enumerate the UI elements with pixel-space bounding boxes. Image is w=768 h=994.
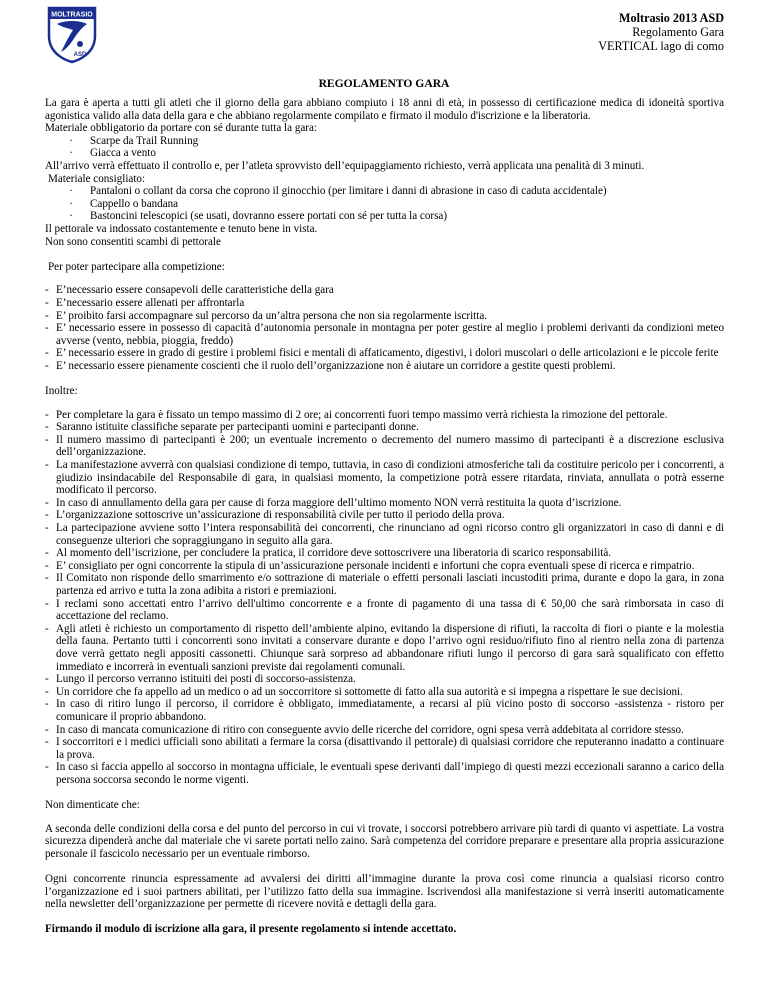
remember-text: A seconda delle condizioni della corsa e del punto del percorso in cui vi trovate, i soccorsi potrebbero arrivare più tardi di quanto vi aspettiate. La vostra sicurezza dipenderà anche dal materiale che vi sarete portati nello zaino. Sarà competenza del corridore preparare e presentare alla propria assicurazione personale il fascicolo necessario per un eventuale rimborso. — [45, 822, 724, 860]
logo-subtext: ASD — [73, 52, 87, 58]
recommended-item: · Pantaloni o collant da corsa che coprono il ginocchio (per limitare i danni di abrasione in caso di caduta accidentale) — [69, 185, 607, 198]
participate-list — [45, 284, 724, 372]
event-name: VERTICAL lago di como — [598, 39, 724, 54]
list-item: - E’ consigliato per ogni concorrente la stipula di un’assicurazione personale incidenti e infortuni che copra eventuali spese di ricerca e rimpatrio. — [45, 559, 695, 572]
also-list — [45, 409, 724, 787]
list-item: - I reclami sono accettati entro l’arrivo dell'ultimo concorrente e a fronte di pagamento di una tassa di € 50,00 che sarà rimborsata in caso di accettazione del reclamo. — [45, 597, 724, 623]
list-item: - E’necessario essere allenati per affrontarla — [45, 296, 245, 309]
mandatory-item: · Scarpe da Trail Running — [69, 134, 199, 147]
list-item: - Un corridore che fa appello ad un medico o ad un soccorritore si sottomette di fatto alla sua autorità e si impegna a rispettare le sue decisioni. — [45, 685, 683, 698]
list-item: - Saranno istituite classifiche separate per partecipanti uomini e partecipanti donne. — [45, 421, 419, 434]
image-rights-text: Ogni concorrente rinuncia espressamente ad avvalersi dei diritti all’immagine durante la prova così come rinuncia a qualsiasi ricorso contro l’organizzazione ed i suoi partners abilitati, per l’utilizzo fatto della sua immagine. Iscrivendosi alla manifestazione si verrà inseriti automaticamente nella newsletter dell’organizzazione per permette di ricevere novità e dettagli della gara. — [45, 873, 724, 911]
list-item: - E’necessario essere consapevoli delle caratteristiche della gara — [45, 284, 334, 297]
list-item: - I soccorritori e i medici ufficiali sono abilitati a fermare la corsa (disattivando il pettorale) di qualsiasi corridore che reputeranno inadatto a continuare la prova. — [45, 736, 724, 761]
list-item: - Il numero massimo di partecipanti è 200; un eventuale incremento o decremento del numero massimo di partecipanti è a discrezione esclusiva dell’organizzazione. — [45, 433, 724, 459]
bib-rule: Il pettorale va indossato costantemente e tenuto bene in vista. — [45, 222, 318, 235]
regulation-body — [45, 97, 724, 936]
logo-text: MOLTRASIO — [51, 11, 93, 19]
list-item: - Lungo il percorso verranno istituiti dei posti di soccorso-assistenza. — [45, 673, 356, 686]
list-item: - E’ necessario essere in possesso di capacità d’autonomia personale in montagna per poter gestire al meglio i problemi derivanti da condizioni meteo avverse (vento, nebbia, pioggia, freddo) — [45, 322, 724, 347]
list-item: - E’ necessario essere in grado di gestire i problemi fisici e mentali di affaticamento, digestivi, i dolori muscolari o delle articolazioni e le piccole ferite — [45, 347, 719, 360]
list-item: - Per completare la gara è fissato un tempo massimo di 2 ore; ai concorrenti fuori tempo massimo verrà richiesta la rimozione del pettorale. — [45, 408, 668, 421]
shield-logo-icon — [47, 6, 97, 64]
mandatory-label: Materiale obbligatorio da portare con sé durante tutta la gara: — [45, 122, 317, 135]
also-label: Inoltre: — [45, 385, 78, 398]
intro-paragraph: La gara è aperta a tutti gli atleti che il giorno della gara abbiano compiuto i 18 anni di età, in possesso di certificazione medica di idoneità sportiva agonistica valido alla data della gara e che abbiano regolarmente compilato e firmato il modulo d'iscrizione e la liberatoria. — [45, 97, 724, 122]
list-item: - In caso di mancata comunicazione di ritiro con conseguente avvio delle ricerche del corridore, ogni spesa verrà addebitata al corridore stesso. — [45, 723, 684, 736]
recommended-label: Materiale consigliato: — [48, 172, 146, 185]
list-item: - In caso di annullamento della gara per cause di forza maggiore dell’ultimo momento NON verrà restituita la quota d’iscrizione. — [45, 496, 622, 509]
club-name: Moltrasio 2013 ASD — [619, 11, 724, 25]
mandatory-item: · Giacca a vento — [69, 147, 156, 160]
list-item: - E’ necessario essere pienamente coscienti che il ruolo dell’organizzazione non è aiutare un corridore a gestite questi problemi. — [45, 359, 616, 372]
document-header — [598, 11, 724, 54]
recommended-item: · Bastoncini telescopici (se usati, dovranno essere portati con sé per tutta la corsa) — [69, 210, 448, 223]
penalty-text: All’arrivo verrà effettuato il controllo e, per l’atleta sprovvisto dell’equipaggiamento richiesto, verrà applicata una penalità di 3 minuti. — [45, 159, 645, 172]
bib-rule: Non sono consentiti scambi di pettorale — [45, 235, 221, 248]
list-item: - Al momento dell’iscrizione, per concludere la pratica, il corridore deve sottoscrivere una liberatoria di scarico responsabilità. — [45, 547, 612, 560]
page-title: REGOLAMENTO GARA — [318, 77, 450, 90]
list-item: - Il Comitato non risponde dello smarrimento e/o sottrazione di materiale o effetti personali lasciati incustoditi prima, durante e dopo la gara, in zona partenza ed arrivo e tutta la zona adibita a ristori e premiazioni. — [45, 572, 724, 597]
list-item: - La manifestazione avverrà con qualsiasi condizione di tempo, tuttavia, in caso di condizioni atmosferiche tali da costituire pericolo per i concorrenti, a giudizio insindacabile del Responsabile di gara, in qualsiasi momento, la competizione potrà essere ritardata, rinviata, annullata o potrà esserne modificato il percorso. — [45, 459, 724, 497]
document-name: Regolamento Gara — [632, 25, 724, 40]
participate-label: Per poter partecipare alla competizione: — [48, 260, 225, 273]
list-item: - La partecipazione avviene sotto l’intera responsabilità dei concorrenti, che rinunciano ad ogni ricorso contro gli organizzatori in caso di danni e di conseguenze ulteriori che sopraggiungano in seguito alla gara. — [45, 522, 724, 547]
list-item: - In caso si faccia appello al soccorso in montagna ufficiale, le eventuali spese derivanti dall’impiego di questi mezzi eccezionali saranno a carico della persona soccorsa secondo le norme vigenti. — [45, 761, 724, 786]
list-item: - In caso di ritiro lungo il percorso, il corridore è obbligato, immediatamente, a recarsi al più vicino posto di soccorso -assistenza - ristoro per comunicare il proprio abbandono. — [45, 698, 724, 723]
list-item: - L’organizzazione sottoscrive un’assicurazione di responsabilità civile per tutto il periodo della prova. — [45, 509, 505, 522]
remember-label: Non dimenticate che: — [45, 799, 140, 812]
list-item: - E’ proibito farsi accompagnare sul percorso da un’altra persona che non sia regolarmente iscritta. — [45, 309, 488, 322]
recommended-item: · Cappello o bandana — [69, 197, 179, 210]
list-item: - Agli atleti è richiesto un comportamento di rispetto dell’ambiente alpino, evitando la dispersione di rifiuti, la raccolta di fiori o piante e la molestia della fauna. Pertanto tutti i concorrenti sono invitati a conservare durante e dopo l’arrivo ogni residuo/rifiuto fino al rientro nella zona di partenza dove verrà gettato negli appositi cassonetti. Chiunque sarà sorpreso ad abbandonare rifiuti lungo il percorso di gara sarà squalificato con effetto immediato e incorrerà in eventuali sanzioni previste dai regolamenti comunali. — [45, 622, 724, 673]
club-logo — [47, 6, 97, 64]
closing-statement: Firmando il modulo di iscrizione alla gara, il presente regolamento si intende accettato. — [45, 923, 457, 936]
